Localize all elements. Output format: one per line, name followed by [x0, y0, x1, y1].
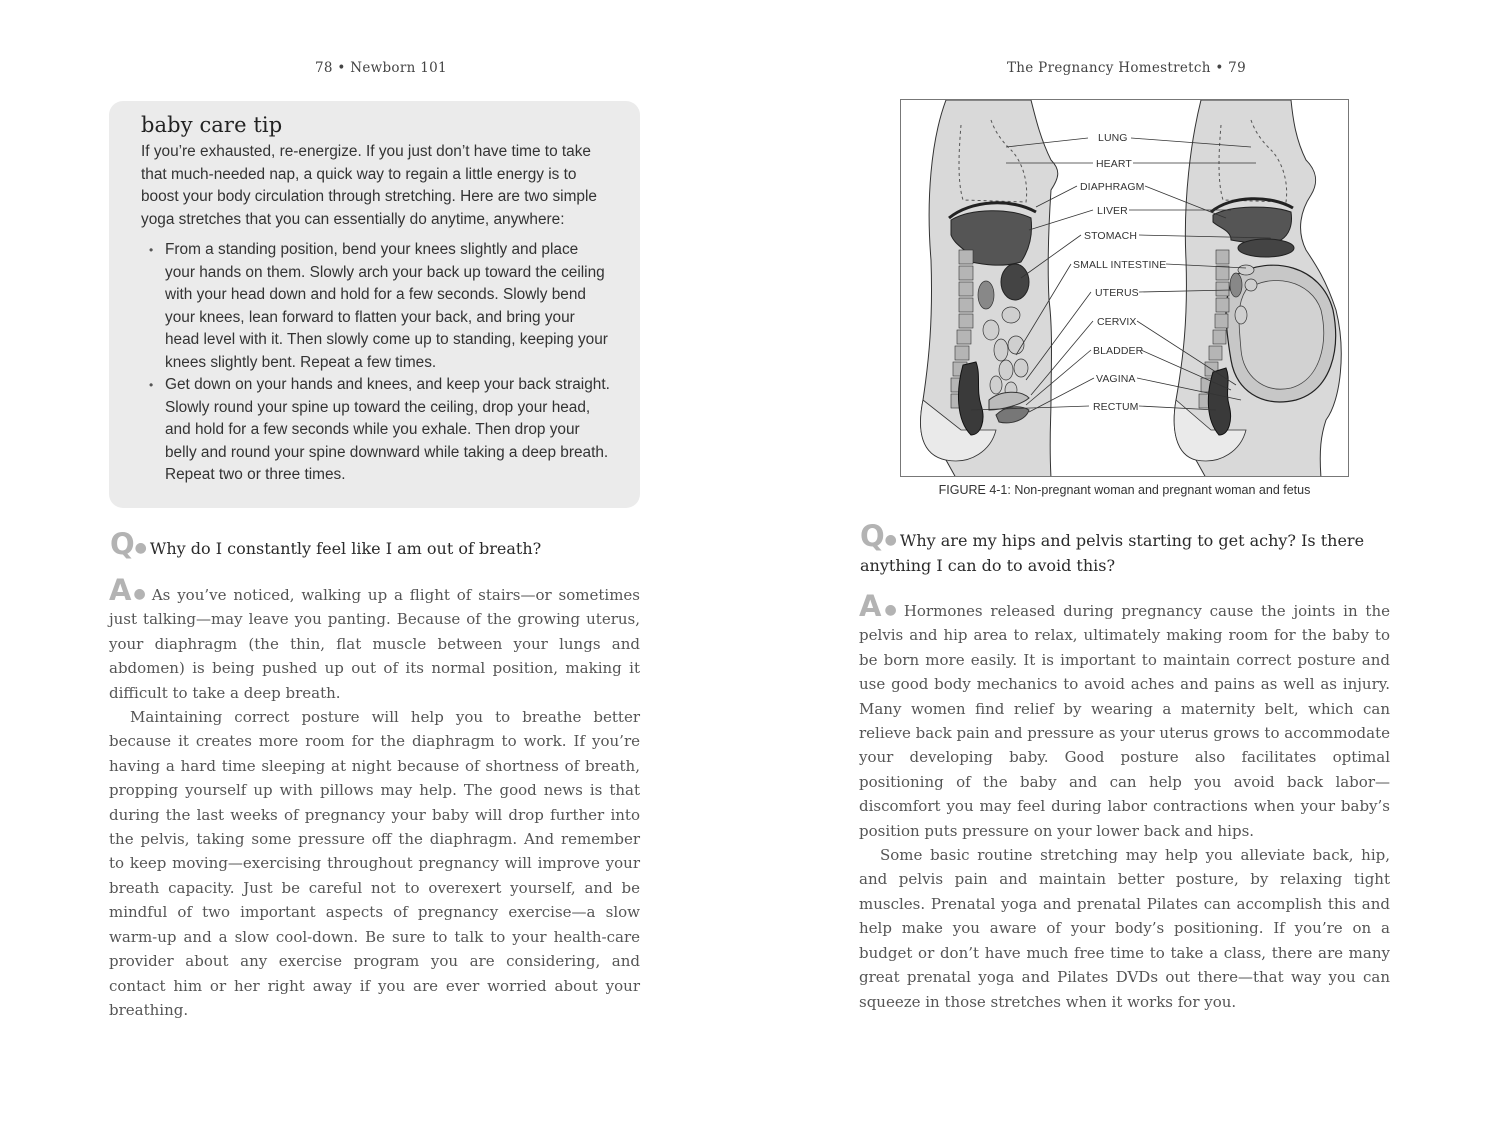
- svg-text:VAGINA: VAGINA: [1096, 373, 1136, 385]
- svg-text:HEART: HEART: [1096, 158, 1132, 170]
- question-hips-pelvis: [860, 519, 1400, 578]
- q-letter-icon: Q●: [110, 527, 146, 561]
- non-pregnant-body-illustration: [921, 100, 1058, 477]
- svg-text:BLADDER: BLADDER: [1093, 345, 1144, 357]
- svg-text:UTERUS: UTERUS: [1095, 287, 1139, 299]
- answer-paragraph: Maintaining correct posture will help you to breathe better because it creates more room for the diaphragm to work. If you’re having a hard time sleeping at night because of shortness of breath, propping yourself up with pillows may help. The good news is that during the last weeks of pregnancy your baby will drop further into the pelvis, taking some pressure off the diaphragm. And remember to keep moving—exercising throughout pregnancy will improve your breath capacity. Just be careful not to overexert yourself, and be mindful of two important aspects of pregnancy exercise—a slow warm-up and a slow cool-down. Be sure to talk to your health-care provider about any exercise program you are considering, and contact him or her right away if you are ever worried about your breathing.: [109, 708, 640, 1019]
- svg-text:DIAPHRAGM: DIAPHRAGM: [1080, 181, 1145, 193]
- svg-text:LUNG: LUNG: [1098, 132, 1128, 144]
- tip-bullet-list: [141, 239, 610, 487]
- answer-hips-pelvis: [859, 589, 1390, 1014]
- answer-breath: [109, 573, 640, 1022]
- tip-title: baby care tip: [141, 113, 283, 137]
- question-text: Why are my hips and pelvis starting to get achy? Is there anything I can do to avoid this?: [860, 531, 1365, 575]
- question-breath: [110, 527, 640, 562]
- anatomy-figure: [900, 99, 1349, 477]
- running-head-left: 78 • Newborn 101: [315, 60, 447, 76]
- right-page: [750, 0, 1500, 1125]
- pregnant-body-illustration: [1174, 100, 1341, 477]
- figure-caption: FIGURE 4-1: Non-pregnant woman and pregnant woman and fetus: [938, 483, 1311, 497]
- tip-bullet: • Get down on your hands and knees, and keep your back straight. Slowly round your spine up toward the ceiling, drop your head, and hold for a few seconds while you exhale. Then drop your belly and round your spine downward while taking a deep breath. Repeat two or three times.: [165, 374, 610, 487]
- a-letter-icon: A●: [109, 573, 147, 607]
- svg-text:LIVER: LIVER: [1097, 205, 1128, 217]
- tip-intro: If you’re exhausted, re-energize. If you just don’t have time to take that much-needed nap, a quick way to regain a little energy is to boost your body circulation through stretching. Here are two simple yoga stretches that you can essentially do anytime, anywhere:: [141, 143, 597, 228]
- running-head-right: The Pregnancy Homestretch • 79: [1007, 60, 1246, 76]
- answer-paragraph: Some basic routine stretching may help you alleviate back, hip, and pelvis pain and maintain better posture, by relaxing tight muscles. Prenatal yoga and prenatal Pilates can accomplish this and help make you aware of your body’s positioning. If you’re on a budget or don’t have much free time to take a class, there are many great prenatal yoga and Pilates DVDs out there—that way you can squeeze in those stretches when it works for you.: [859, 846, 1390, 1011]
- svg-text:RECTUM: RECTUM: [1093, 401, 1139, 413]
- baby-care-tip-box: [109, 101, 640, 508]
- svg-text:SMALL INTESTINE: SMALL INTESTINE: [1073, 259, 1167, 271]
- figure-labels: [1073, 132, 1166, 413]
- answer-paragraph: A● Hormones released during pregnancy cause the joints in the pelvis and hip area to relax, ultimately making room for the baby to be born more easily. It is important to maintain correct posture and use good body mechanics to avoid aches and pains as well as injury. Many women find relief by wearing a maternity belt, which can relieve back pain and pressure as your uterus grows to accommodate your developing baby. Good posture also facilitates optimal positioning of the baby and can help you avoid back labor—discomfort you may feel during labor contractions when your baby’s position puts pressure on your lower back and hips.: [859, 589, 1390, 840]
- answer-paragraph: A● As you’ve noticed, walking up a flight of stairs—or sometimes just talking—may leave you panting. Because of the growing uterus, your diaphragm (the thin, flat muscle between your lungs and abdomen) is being pushed up out of its normal position, making it difficult to take a deep breath.: [109, 573, 640, 702]
- svg-text:STOMACH: STOMACH: [1084, 230, 1138, 242]
- q-letter-icon: Q●: [860, 519, 896, 553]
- question-text: Why do I constantly feel like I am out of breath?: [149, 539, 542, 558]
- a-letter-icon: A●: [859, 589, 899, 623]
- anatomy-illustration: [901, 100, 1349, 477]
- svg-text:CERVIX: CERVIX: [1097, 316, 1137, 328]
- tip-bullet: • From a standing position, bend your knees slightly and place your hands on them. Slowly arch your back up toward the ceiling with your head down and hold for a few seconds. Slowly bend your knees, lean forward to flatten your back, and bring your head level with it. Then slowly come up to standing, keeping your knees slightly bent. Repeat a few times.: [165, 239, 610, 374]
